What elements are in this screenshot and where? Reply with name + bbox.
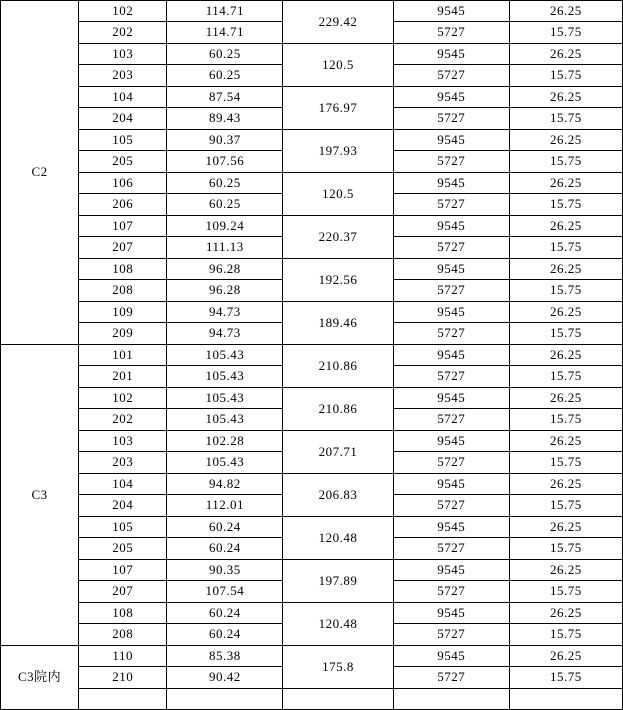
unit-code-cell — [79, 688, 167, 710]
area-cell: 105.43 — [167, 409, 283, 431]
number-cell: 5727 — [393, 495, 509, 517]
rate-cell: 15.75 — [509, 624, 622, 646]
unit-code-cell: 208 — [79, 280, 167, 302]
area-cell: 90.35 — [167, 559, 283, 581]
unit-code-cell: 107 — [79, 559, 167, 581]
number-cell: 9545 — [393, 387, 509, 409]
number-cell: 5727 — [393, 194, 509, 216]
unit-code-cell: 106 — [79, 172, 167, 194]
sum-cell: 229.42 — [283, 1, 393, 44]
area-cell: 105.43 — [167, 366, 283, 388]
area-cell: 112.01 — [167, 495, 283, 517]
rate-cell: 26.25 — [509, 86, 622, 108]
rate-cell: 26.25 — [509, 645, 622, 667]
unit-code-cell: 103 — [79, 430, 167, 452]
number-cell: 5727 — [393, 624, 509, 646]
table-row — [1, 430, 623, 452]
rate-cell: 26.25 — [509, 258, 622, 280]
number-cell: 9545 — [393, 86, 509, 108]
area-cell — [167, 688, 283, 710]
rate-cell: 26.25 — [509, 473, 622, 495]
area-cell: 102.28 — [167, 430, 283, 452]
unit-code-cell: 206 — [79, 194, 167, 216]
number-cell: 5727 — [393, 151, 509, 173]
unit-code-cell: 210 — [79, 667, 167, 689]
table-row — [1, 559, 623, 581]
table-row — [1, 473, 623, 495]
area-cell: 60.25 — [167, 65, 283, 87]
area-cell: 114.71 — [167, 1, 283, 22]
unit-code-cell: 207 — [79, 581, 167, 603]
rate-cell: 15.75 — [509, 237, 622, 259]
rate-cell: 26.25 — [509, 1, 622, 22]
rate-cell: 15.75 — [509, 194, 622, 216]
number-cell: 5727 — [393, 581, 509, 603]
sum-cell — [283, 688, 393, 710]
table-row — [1, 602, 623, 624]
area-cell: 109.24 — [167, 215, 283, 237]
unit-code-cell: 207 — [79, 237, 167, 259]
area-cell: 94.82 — [167, 473, 283, 495]
rate-cell: 26.25 — [509, 430, 622, 452]
area-cell: 87.54 — [167, 86, 283, 108]
number-cell: 5727 — [393, 22, 509, 44]
unit-code-cell: 102 — [79, 387, 167, 409]
unit-code-cell: 107 — [79, 215, 167, 237]
number-cell: 9545 — [393, 602, 509, 624]
unit-code-cell: 101 — [79, 344, 167, 366]
number-cell: 9545 — [393, 473, 509, 495]
number-cell: 5727 — [393, 366, 509, 388]
area-cell: 114.71 — [167, 22, 283, 44]
rate-cell: 26.25 — [509, 602, 622, 624]
area-cell: 105.43 — [167, 452, 283, 474]
table-row — [1, 344, 623, 366]
number-cell: 5727 — [393, 667, 509, 689]
table-row — [1, 301, 623, 323]
rate-cell: 15.75 — [509, 22, 622, 44]
unit-code-cell: 108 — [79, 258, 167, 280]
rate-cell: 26.25 — [509, 129, 622, 151]
area-cell: 60.24 — [167, 516, 283, 538]
area-cell: 96.28 — [167, 258, 283, 280]
rate-cell: 26.25 — [509, 301, 622, 323]
sum-cell: 120.48 — [283, 602, 393, 645]
area-cell: 94.73 — [167, 301, 283, 323]
table-row — [1, 258, 623, 280]
unit-code-cell: 205 — [79, 151, 167, 173]
sum-cell: 192.56 — [283, 258, 393, 301]
number-cell: 5727 — [393, 538, 509, 560]
area-cell: 60.24 — [167, 538, 283, 560]
table-row — [1, 129, 623, 151]
table-row — [1, 1, 623, 22]
unit-code-cell: 202 — [79, 409, 167, 431]
unit-code-cell: 103 — [79, 43, 167, 65]
rate-cell: 15.75 — [509, 151, 622, 173]
unit-code-cell: 203 — [79, 452, 167, 474]
number-cell: 5727 — [393, 108, 509, 130]
sum-cell: 189.46 — [283, 301, 393, 344]
number-cell: 9545 — [393, 129, 509, 151]
table-row — [1, 516, 623, 538]
area-cell: 60.25 — [167, 194, 283, 216]
sum-cell: 176.97 — [283, 86, 393, 129]
rate-cell: 26.25 — [509, 559, 622, 581]
unit-code-cell: 204 — [79, 108, 167, 130]
number-cell: 5727 — [393, 452, 509, 474]
number-cell: 9545 — [393, 1, 509, 22]
rate-cell: 15.75 — [509, 495, 622, 517]
rate-cell: 15.75 — [509, 366, 622, 388]
unit-code-cell: 201 — [79, 366, 167, 388]
number-cell: 9545 — [393, 344, 509, 366]
number-cell: 9545 — [393, 172, 509, 194]
number-cell: 5727 — [393, 323, 509, 345]
number-cell: 5727 — [393, 65, 509, 87]
unit-code-cell: 204 — [79, 495, 167, 517]
table-row — [1, 86, 623, 108]
sum-cell: 207.71 — [283, 430, 393, 473]
rate-cell: 15.75 — [509, 280, 622, 302]
sum-cell: 175.8 — [283, 645, 393, 688]
table-row — [1, 215, 623, 237]
area-cell: 90.42 — [167, 667, 283, 689]
area-cell: 94.73 — [167, 323, 283, 345]
sum-cell: 120.5 — [283, 172, 393, 215]
rate-cell: 26.25 — [509, 344, 622, 366]
table-row — [1, 387, 623, 409]
unit-code-cell: 203 — [79, 65, 167, 87]
area-cell: 105.43 — [167, 387, 283, 409]
group-label-cell: C2 — [1, 1, 79, 345]
rate-cell: 15.75 — [509, 452, 622, 474]
rate-cell: 15.75 — [509, 108, 622, 130]
number-cell — [393, 688, 509, 710]
area-cell: 96.28 — [167, 280, 283, 302]
area-cell: 105.43 — [167, 344, 283, 366]
sum-cell: 120.5 — [283, 43, 393, 86]
unit-code-cell: 110 — [79, 645, 167, 667]
sum-cell: 197.93 — [283, 129, 393, 172]
number-cell: 9545 — [393, 559, 509, 581]
unit-code-cell: 209 — [79, 323, 167, 345]
group-label-cell: C3院内 — [1, 645, 79, 710]
table-row — [1, 645, 623, 667]
area-cell: 89.43 — [167, 108, 283, 130]
area-cell: 60.25 — [167, 43, 283, 65]
area-cell: 90.37 — [167, 129, 283, 151]
area-cell: 107.54 — [167, 581, 283, 603]
unit-code-cell: 202 — [79, 22, 167, 44]
unit-code-cell: 105 — [79, 129, 167, 151]
area-cell: 111.13 — [167, 237, 283, 259]
rate-cell: 15.75 — [509, 538, 622, 560]
unit-code-cell: 109 — [79, 301, 167, 323]
number-cell: 9545 — [393, 516, 509, 538]
group-label-cell: C3 — [1, 344, 79, 645]
unit-code-cell: 105 — [79, 516, 167, 538]
table-body — [1, 1, 623, 710]
sum-cell: 197.89 — [283, 559, 393, 602]
rate-cell: 15.75 — [509, 65, 622, 87]
rate-cell — [509, 688, 622, 710]
unit-code-cell: 205 — [79, 538, 167, 560]
rate-cell: 26.25 — [509, 516, 622, 538]
sum-cell: 206.83 — [283, 473, 393, 516]
number-cell: 5727 — [393, 409, 509, 431]
number-cell: 5727 — [393, 280, 509, 302]
number-cell: 9545 — [393, 215, 509, 237]
table-row — [1, 172, 623, 194]
table-row — [1, 43, 623, 65]
area-cell: 60.25 — [167, 172, 283, 194]
number-cell: 9545 — [393, 258, 509, 280]
area-cell: 60.24 — [167, 624, 283, 646]
unit-code-cell: 104 — [79, 86, 167, 108]
sum-cell: 120.48 — [283, 516, 393, 559]
unit-code-cell: 108 — [79, 602, 167, 624]
unit-code-cell: 102 — [79, 1, 167, 22]
rate-cell: 15.75 — [509, 667, 622, 689]
number-cell: 5727 — [393, 237, 509, 259]
unit-code-cell: 104 — [79, 473, 167, 495]
unit-code-cell: 208 — [79, 624, 167, 646]
number-cell: 9545 — [393, 645, 509, 667]
rate-cell: 15.75 — [509, 323, 622, 345]
rate-cell: 26.25 — [509, 43, 622, 65]
rate-cell: 15.75 — [509, 409, 622, 431]
area-cell: 85.38 — [167, 645, 283, 667]
sum-cell: 210.86 — [283, 387, 393, 430]
rate-cell: 26.25 — [509, 387, 622, 409]
table-row — [1, 688, 623, 710]
rate-cell: 26.25 — [509, 172, 622, 194]
rate-cell: 26.25 — [509, 215, 622, 237]
number-cell: 9545 — [393, 430, 509, 452]
sum-cell: 220.37 — [283, 215, 393, 258]
rate-cell: 15.75 — [509, 581, 622, 603]
number-cell: 9545 — [393, 301, 509, 323]
area-cell: 107.56 — [167, 151, 283, 173]
sum-cell: 210.86 — [283, 344, 393, 387]
area-cell: 60.24 — [167, 602, 283, 624]
number-cell: 9545 — [393, 43, 509, 65]
